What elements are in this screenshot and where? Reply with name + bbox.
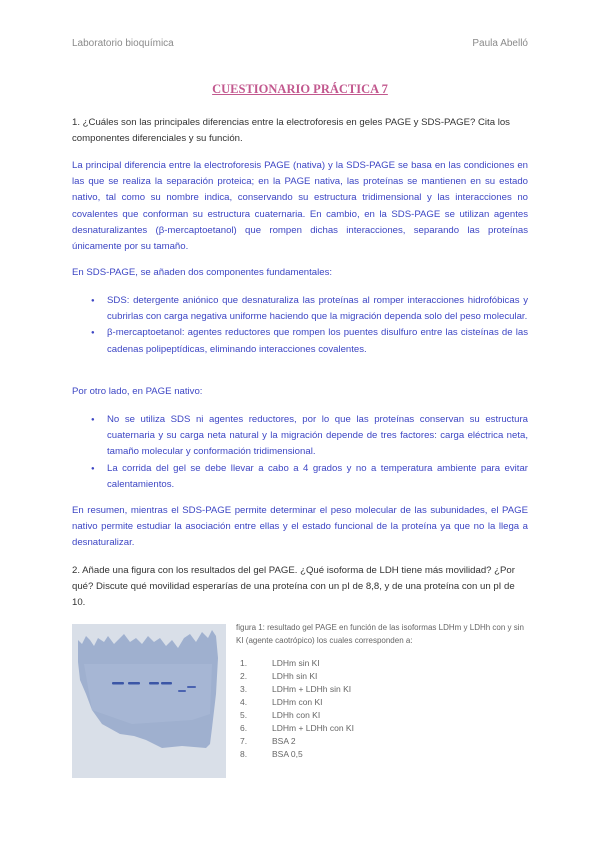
list-item: 8. BSA 0,5 xyxy=(240,749,303,759)
gel-band xyxy=(128,682,140,685)
list-item: 6. LDHm + LDHh con KI xyxy=(240,723,354,733)
native-page-list xyxy=(93,412,528,493)
gel-image xyxy=(72,624,226,778)
gel-band xyxy=(161,682,172,685)
list-item: ● SDS: detergente aniónico que desnaturaliza las proteínas al romper interacciones hidrofóbicas y cubrirlas con carga negativa uniforme haciendo que la migración dependa solo del peso molecular. xyxy=(93,293,528,325)
list-item: 7. BSA 2 xyxy=(240,736,296,746)
question-2: 2. Añade una figura con los resultados del gel PAGE. ¿Qué isoforma de LDH tiene más movilidad? ¿Por qué? Discute qué movilidad esperarías de una proteína con un pI de 8,8, y de una proteína con un pI de 10. xyxy=(72,565,515,609)
gel-band xyxy=(149,682,159,685)
list-item: 3. LDHm + LDHh sin KI xyxy=(240,684,352,694)
answer-1-paragraph-4: En resumen, mientras el SDS-PAGE permite determinar el peso molecular de las subunidades, el PAGE nativo permite estudiar la asociación entre ellas y el estado funcional de la proteína ya que no la llega a desnaturalizar. xyxy=(72,505,528,549)
list-item: ● No se utiliza SDS ni agentes reductores, por lo que las proteínas conservan su estructura cuaternaria y su carga neta natural y la migración depende de tres factores: carga eléctrica neta, tamaño molecular y conformación tridimensional. xyxy=(93,412,528,461)
gel-photo xyxy=(72,624,226,778)
question-1: 1. ¿Cuáles son las principales diferencias entre la electroforesis en geles PAGE y SDS-PAGE? Cita los componentes diferenciales y su función. xyxy=(72,117,510,145)
header-left: Laboratorio bioquímica xyxy=(72,38,174,49)
answer-1-paragraph-1: La principal diferencia entre la electroforesis PAGE (nativa) y la SDS-PAGE se basa en las condiciones en las que se realiza la separación proteica; en la PAGE nativa, las proteínas se mantienen en su estado nativo, tal como su nombre indica, conservando su estructura tridimensional y las interacciones no covalentes que conforman su estructura cuaternaria. En cambio, en la SDS-PAGE se utilizan agentes desnaturalizantes (β-mercaptoetanol) que rompen dichas interacciones, separando las proteínas únicamente por su tamaño. xyxy=(72,160,528,253)
gel-band xyxy=(178,690,186,692)
gel-band xyxy=(187,686,196,688)
list-item: 2. LDHh sin KI xyxy=(240,671,318,681)
answer-1-paragraph-2: En SDS-PAGE, se añaden dos componentes fundamentales: xyxy=(72,267,333,278)
answer-1-paragraph-3: Por otro lado, en PAGE nativo: xyxy=(72,386,203,397)
page-title: CUESTIONARIO PRÁCTICA 7 xyxy=(212,82,388,96)
figure-caption: figura 1: resultado gel PAGE en función de las isoformas LDHm y LDHh con y sin KI (agente caotrópico) los cuales corresponden a: xyxy=(236,623,524,645)
list-item: 1. LDHm sin KI xyxy=(240,658,320,668)
gel-band xyxy=(112,682,124,685)
list-item: 5. LDHh con KI xyxy=(240,710,321,720)
list-item: ● β-mercaptoetanol: agentes reductores que rompen los puentes disulfuro entre las cisteínas de las cadenas polipeptídicas, eliminando interacciones covalentes. xyxy=(93,325,528,357)
list-item: ● La corrida del gel se debe llevar a cabo a 4 grados y no a temperatura ambiente para evitar calentamientos. xyxy=(93,461,528,493)
sds-components-list xyxy=(93,293,528,358)
header-right: Paula Abelló xyxy=(472,38,528,49)
list-item: 4. LDHm con KI xyxy=(240,697,323,707)
figure-lane-list xyxy=(240,657,354,761)
